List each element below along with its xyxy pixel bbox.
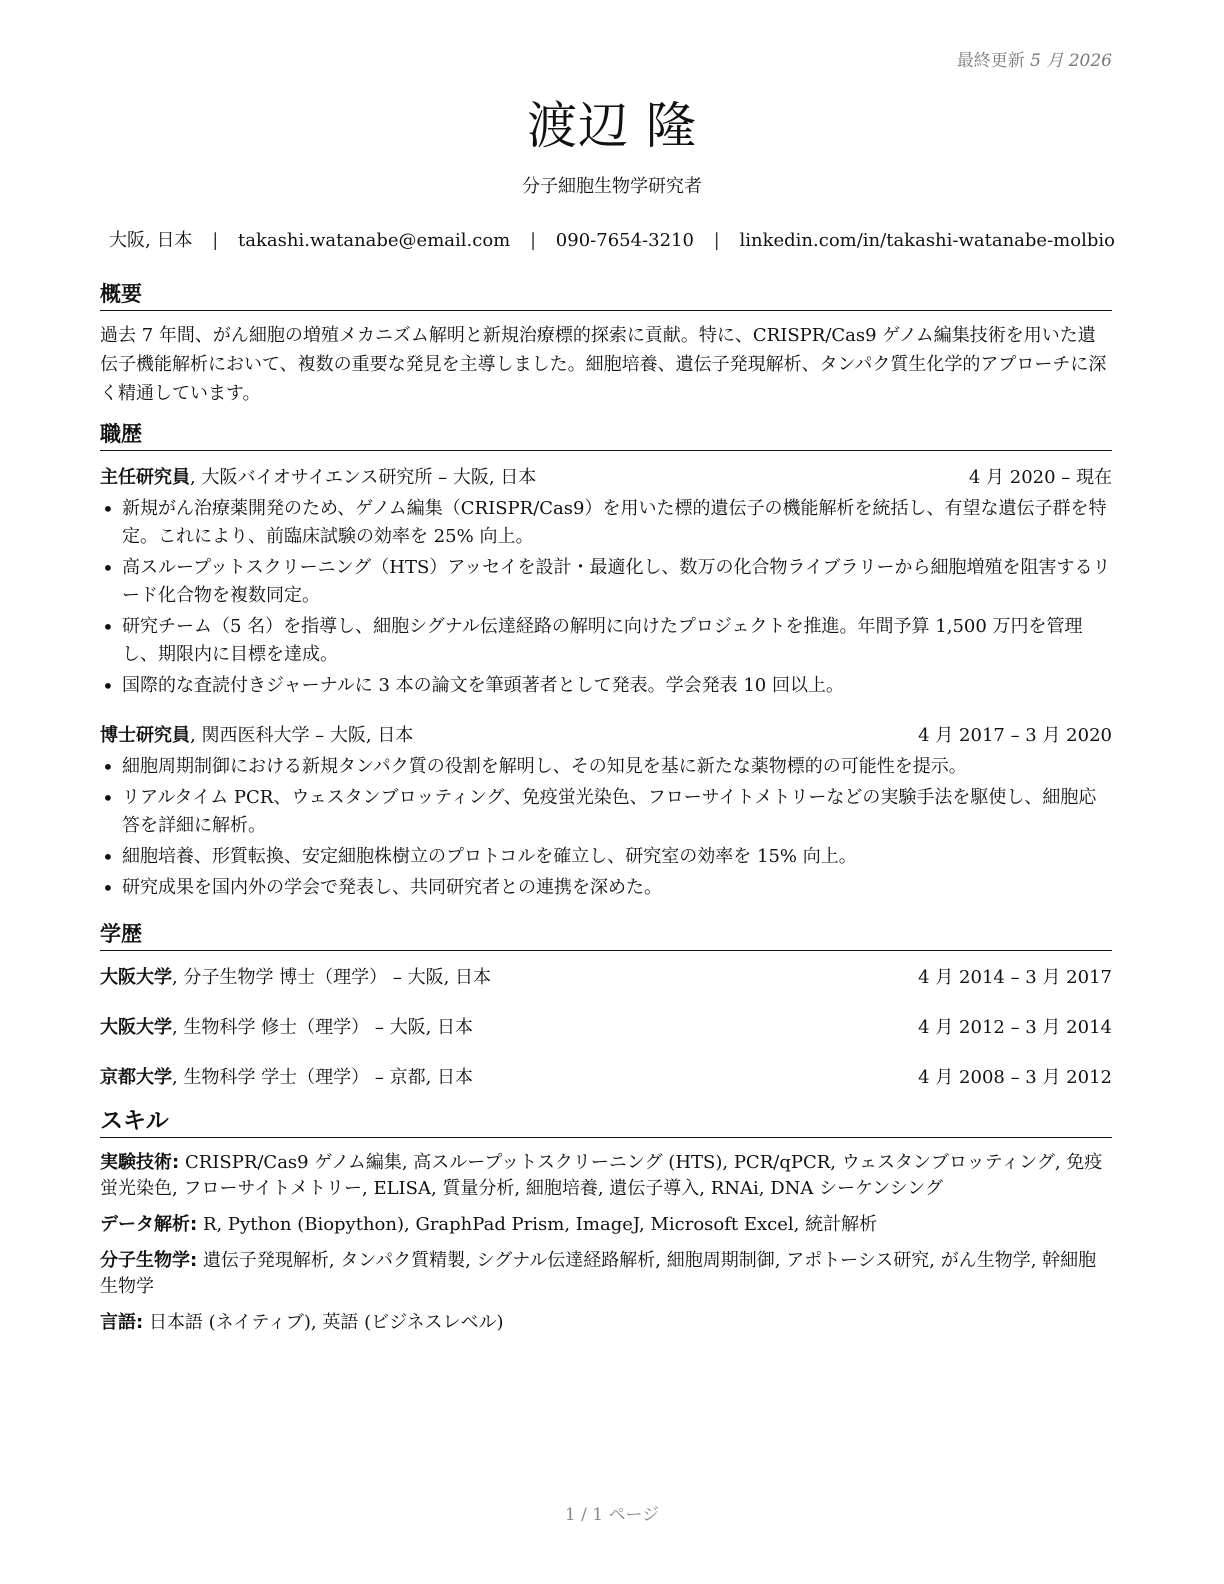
contact-separator: | xyxy=(713,230,720,251)
job-dates: 4 月 2020 – 現在 xyxy=(968,467,1112,488)
skill-text: R, Python (Biopython), GraphPad Prism, ImageJ, Microsoft Excel, 統計解析 xyxy=(202,1214,878,1235)
skills-title: スキル xyxy=(100,1102,1112,1138)
education-school: 京都大学 xyxy=(100,1067,172,1088)
skill-item xyxy=(100,1310,1112,1336)
job-header xyxy=(100,722,1112,750)
bullet-item: • 細胞培養、形質転換、安定細胞株樹立のプロトコルを確立し、研究室の効率を 15% 向上。 xyxy=(100,843,1112,871)
bullet-item: • 国際的な査読付きジャーナルに 3 本の論文を筆頭著者として発表。学会発表 10 回以上。 xyxy=(100,672,1112,700)
skill-label: データ解析: xyxy=(100,1214,198,1235)
education-detail: , 分子生物学 博士（理学） – 大阪, 日本 xyxy=(172,967,492,988)
job-entry xyxy=(100,464,1112,700)
person-role: 分子細胞生物学研究者 xyxy=(522,176,702,197)
summary-section xyxy=(100,278,1112,408)
contact-line xyxy=(0,226,1224,252)
job-position: 主任研究員 xyxy=(100,467,190,488)
bullet-item: • リアルタイム PCR、ウェスタンブロッティング、免疫蛍光染色、フローサイトメトリーなどの実験手法を駆使し、細胞応答を詳細に解析。 xyxy=(100,784,1112,840)
skill-text: 日本語 (ネイティブ), 英語 (ビジネスレベル) xyxy=(148,1312,504,1333)
education-detail: , 生物科学 学士（理学） – 京都, 日本 xyxy=(172,1067,474,1088)
job-bullets xyxy=(100,495,1112,700)
job-bullets xyxy=(100,753,1112,902)
education-dates: 4 月 2008 – 3 月 2012 xyxy=(918,1067,1112,1088)
bullet-item: • 細胞周期制御における新規タンパク質の役割を解明し、その知見を基に新たな薬物標的の可能性を提示。 xyxy=(100,753,1112,781)
last-updated-label: 最終更新 xyxy=(956,51,1025,71)
bullet-item: • 研究チーム（5 名）を指導し、細胞シグナル伝達経路の解明に向けたプロジェクトを推進。年間予算 1,500 万円を管理し、期限内に目標を達成。 xyxy=(100,613,1112,669)
contact-linkedin[interactable]: linkedin.com/in/takashi-watanabe-molbio xyxy=(739,230,1115,251)
page-number: 1 / 1 ページ xyxy=(564,1505,660,1525)
skill-item xyxy=(100,1212,1112,1238)
job-position: 博士研究員 xyxy=(100,725,190,746)
education-entry xyxy=(100,964,1112,992)
last-updated xyxy=(957,46,1112,71)
contact-separator: | xyxy=(529,230,537,251)
education-school: 大阪大学 xyxy=(100,967,172,988)
bullet-item: • 新規がん治療薬開発のため、ゲノム編集（CRISPR/Cas9）を用いた標的遺伝子の機能解析を統括し、有望な遺伝子群を特定。これにより、前臨床試験の効率を 25% 向上。 xyxy=(100,495,1112,551)
education-detail: , 生物科学 修士（理学） – 大阪, 日本 xyxy=(172,1017,474,1038)
job-entry xyxy=(100,722,1112,902)
education-section xyxy=(100,918,1112,1092)
education-entry xyxy=(100,1014,1112,1042)
skills-list xyxy=(100,1150,1112,1336)
job-dates: 4 月 2017 – 3 月 2020 xyxy=(918,725,1112,746)
job-header xyxy=(100,464,1112,492)
bullet-item: • 研究成果を国内外の学会で発表し、共同研究者との連携を深めた。 xyxy=(100,874,1112,902)
skill-item xyxy=(100,1248,1112,1300)
skills-section xyxy=(100,1102,1112,1346)
skill-text: CRISPR/Cas9 ゲノム編集, 高スループットスクリーニング (HTS), PCR/qPCR, ウェスタンブロッティング, 免疫蛍光染色, フローサイトメトリー, ELISA, 質量分析, 細胞培養, 遺伝子導入, RNAi, DNA シーケンシング xyxy=(100,1152,1103,1199)
skill-label: 分子生物学: xyxy=(100,1250,198,1271)
education-school: 大阪大学 xyxy=(100,1017,172,1038)
contact-separator: | xyxy=(212,230,219,251)
bullet-item: • 高スループットスクリーニング（HTS）アッセイを設計・最適化し、数万の化合物ライブラリーから細胞増殖を阻害するリード化合物を複数同定。 xyxy=(100,554,1112,610)
last-updated-date: 5 月 2026 xyxy=(1030,51,1112,71)
skill-item xyxy=(100,1150,1112,1202)
experience-title: 職歴 xyxy=(100,418,1112,451)
skill-label: 実験技術: xyxy=(100,1152,180,1173)
skill-label: 言語: xyxy=(100,1312,144,1333)
skill-text: 遺伝子発現解析, タンパク質精製, シグナル伝達経路解析, 細胞周期制御, アポトーシス研究, がん生物学, 幹細胞生物学 xyxy=(100,1250,1097,1297)
summary-title: 概要 xyxy=(100,278,1112,311)
summary-text: 過去 7 年間、がん細胞の増殖メカニズム解明と新規治療標的探索に貢献。特に、CRISPR/Cas9 ゲノム編集技術を用いた遺伝子機能解析において、複数の重要な発見を主導しました。細胞培養、遺伝子発現解析、タンパク質生化学的アプローチに深く精通しています。 xyxy=(100,325,1107,404)
education-dates: 4 月 2014 – 3 月 2017 xyxy=(918,967,1112,988)
job-organization: , 大阪バイオサイエンス研究所 – 大阪, 日本 xyxy=(190,467,537,488)
education-title: 学歴 xyxy=(100,918,1112,951)
person-name: 渡辺 隆 xyxy=(527,97,697,155)
education-entry xyxy=(100,1064,1112,1092)
contact-location: 大阪, 日本 xyxy=(109,230,193,251)
contact-phone[interactable]: 090-7654-3210 xyxy=(555,230,694,251)
education-dates: 4 月 2012 – 3 月 2014 xyxy=(918,1017,1112,1038)
experience-section xyxy=(100,418,1112,905)
contact-email[interactable]: takashi.watanabe@email.com xyxy=(238,230,511,251)
job-organization: , 関西医科大学 – 大阪, 日本 xyxy=(190,725,414,746)
